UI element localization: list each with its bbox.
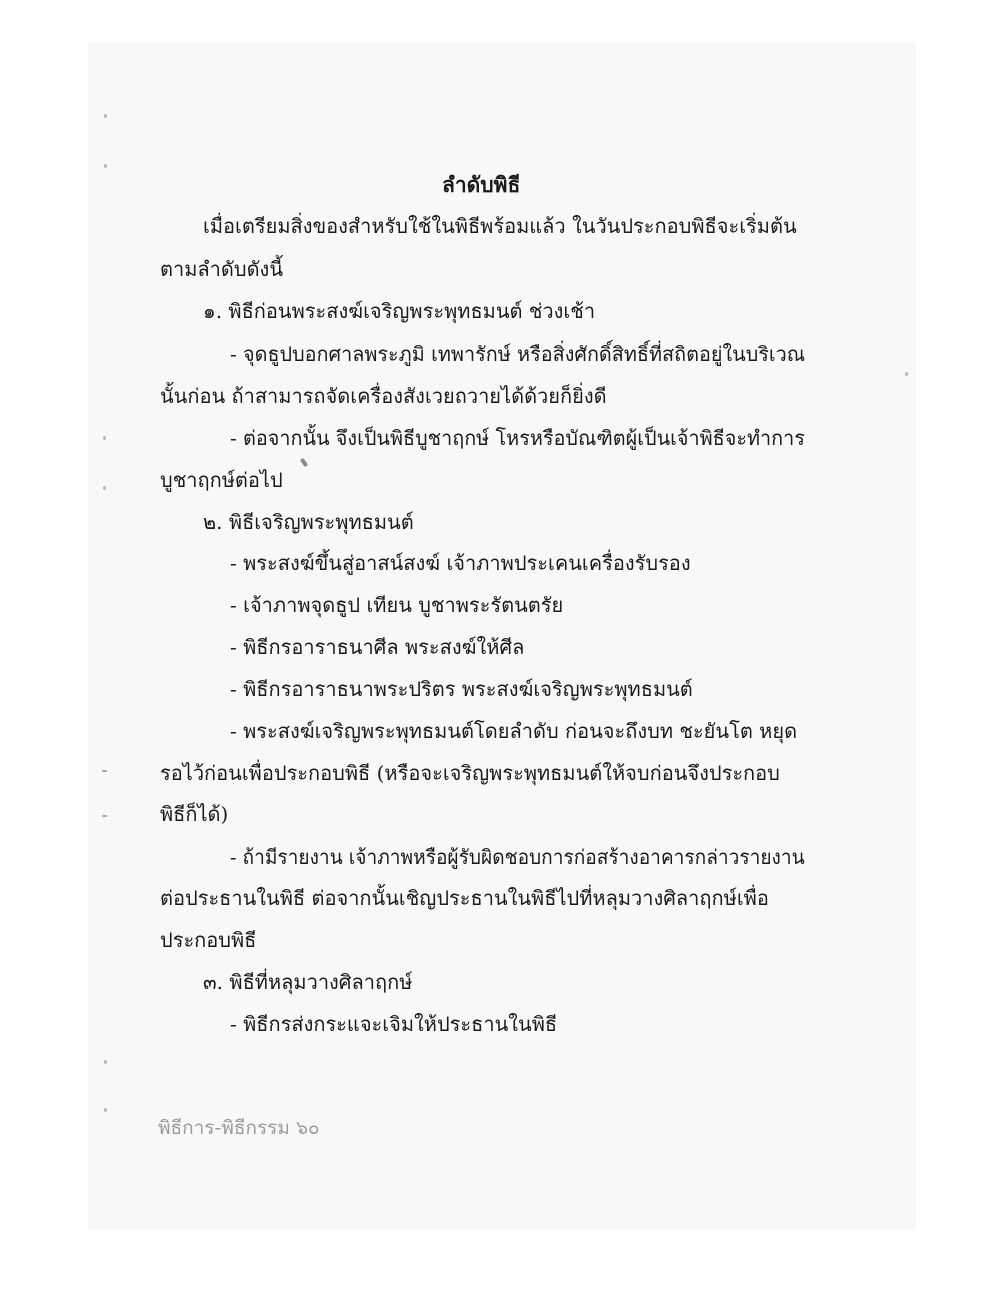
list-item: - จุดธูปบอกศาลพระภูมิ เทพารักษ์ หรือสิ่งศักดิ์สิทธิ์ที่สถิตอยู่ในบริเวณ bbox=[230, 342, 806, 366]
list-item: - พระสงฆ์เจริญพระพุทธมนต์โดยลำดับ ก่อนจะถึงบท ชะยันโต หยุด bbox=[230, 719, 798, 743]
paragraph-line: พิธีก็ได้) bbox=[160, 802, 229, 826]
paragraph-line: นั้นก่อน ถ้าสามารถจัดเครื่องสังเวยถวายได้ด้วยก็ยิ่งดี bbox=[160, 384, 607, 408]
scan-speck bbox=[104, 1060, 107, 1064]
paragraph-line: ประกอบพิธี bbox=[160, 928, 257, 952]
section-heading: ๑. พิธีก่อนพระสงฆ์เจริญพระพุทธมนต์ ช่วงเช้า bbox=[203, 299, 596, 323]
list-item: - เจ้าภาพจุดธูป เทียน บูชาพระรัตนตรัย bbox=[230, 593, 564, 617]
paragraph-line: ต่อประธานในพิธี ต่อจากนั้นเชิญประธานในพิธีไปที่หลุมวางศิลาฤกษ์เพื่อ bbox=[160, 886, 769, 910]
paragraph-line: รอไว้ก่อนเพื่อประกอบพิธี (หรือจะเจริญพระพุทธมนต์ให้จบก่อนจึงประกอบ bbox=[160, 761, 780, 785]
document-title: ลำดับพิธี bbox=[442, 172, 521, 197]
scan-speck bbox=[104, 114, 107, 118]
scan-speck bbox=[905, 372, 908, 376]
section-heading: ๓. พิธีที่หลุมวางศิลาฤกษ์ bbox=[203, 970, 413, 994]
list-item: - พิธีกรอาราธนาศีล พระสงฆ์ให้ศีล bbox=[230, 635, 525, 659]
list-item: - พิธีกรอาราธนาพระปริตร พระสงฆ์เจริญพระพุทธมนต์ bbox=[230, 677, 693, 701]
scan-speck bbox=[103, 436, 106, 440]
scan-speck bbox=[103, 486, 106, 490]
list-item: - ถ้ามีรายงาน เจ้าภาพหรือผู้รับผิดชอบการก่อสร้างอาคารกล่าวรายงาน bbox=[230, 845, 805, 869]
paragraph-line: ตามลำดับดังนี้ bbox=[160, 257, 283, 281]
paragraph-line: บูชาฤกษ์ต่อไป bbox=[160, 468, 283, 492]
paragraph-line: เมื่อเตรียมสิ่งของสำหรับใช้ในพิธีพร้อมแล้ว ในวันประกอบพิธีจะเริ่มต้น bbox=[203, 214, 797, 238]
section-heading: ๒. พิธีเจริญพระพุทธมนต์ bbox=[203, 510, 414, 534]
scan-speck bbox=[104, 164, 107, 168]
list-item: - พระสงฆ์ขึ้นสู่อาสน์สงฆ์ เจ้าภาพประเคนเครื่องรับรอง bbox=[230, 551, 691, 575]
scan-speck bbox=[102, 815, 107, 817]
list-item: - ต่อจากนั้น จึงเป็นพิธีบูชาฤกษ์ โหรหรือบัณฑิตผู้เป็นเจ้าพิธีจะทำการ bbox=[230, 426, 805, 450]
scan-speck bbox=[104, 1108, 107, 1112]
list-item: - พิธีกรส่งกระแจะเจิมให้ประธานในพิธี bbox=[230, 1012, 558, 1036]
page-footer: พิธีการ-พิธีกรรม ๖๐ bbox=[158, 1117, 320, 1139]
scan-speck bbox=[102, 770, 107, 772]
